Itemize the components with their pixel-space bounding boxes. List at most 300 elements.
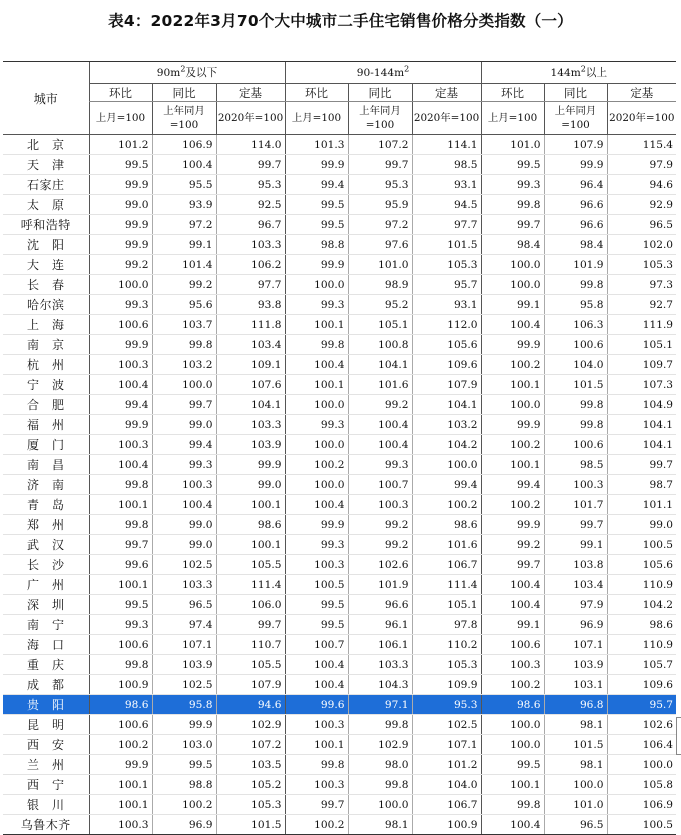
index-value: 101.0 xyxy=(481,135,544,155)
table-row xyxy=(3,435,676,455)
index-value: 100.4 xyxy=(348,435,412,455)
index-value: 107.3 xyxy=(607,375,676,395)
index-value: 101.5 xyxy=(544,735,607,755)
city-name: 青 岛 xyxy=(3,495,89,515)
index-value: 99.0 xyxy=(216,475,285,495)
index-value: 100.6 xyxy=(89,635,152,655)
table-row xyxy=(3,735,676,755)
sub-header: 定基 xyxy=(607,84,676,102)
index-value: 98.1 xyxy=(544,755,607,775)
index-value: 100.0 xyxy=(152,375,216,395)
index-value: 105.5 xyxy=(216,555,285,575)
index-value: 99.8 xyxy=(544,275,607,295)
index-value: 100.1 xyxy=(89,495,152,515)
index-value: 94.5 xyxy=(412,195,481,215)
index-value: 99.7 xyxy=(607,455,676,475)
index-value: 101.0 xyxy=(348,255,412,275)
index-value: 95.3 xyxy=(216,175,285,195)
table-row xyxy=(3,315,676,335)
index-value: 99.9 xyxy=(89,415,152,435)
city-name: 银 川 xyxy=(3,795,89,815)
index-value: 99.4 xyxy=(481,475,544,495)
index-value: 104.1 xyxy=(607,415,676,435)
index-value: 106.1 xyxy=(348,635,412,655)
index-value: 98.1 xyxy=(348,815,412,835)
table-row xyxy=(3,155,676,175)
city-name: 哈尔滨 xyxy=(3,295,89,315)
index-value: 99.7 xyxy=(481,215,544,235)
index-value: 100.0 xyxy=(481,255,544,275)
index-value: 101.5 xyxy=(412,235,481,255)
index-value: 98.4 xyxy=(481,235,544,255)
city-name: 沈 阳 xyxy=(3,235,89,255)
index-value: 104.9 xyxy=(607,395,676,415)
index-value: 102.6 xyxy=(607,715,676,735)
index-value: 101.5 xyxy=(544,375,607,395)
index-value: 97.4 xyxy=(152,615,216,635)
index-value: 99.4 xyxy=(285,175,348,195)
index-value: 100.6 xyxy=(89,315,152,335)
index-value: 99.2 xyxy=(348,515,412,535)
index-value: 109.1 xyxy=(216,355,285,375)
index-value: 99.9 xyxy=(285,515,348,535)
index-value: 100.4 xyxy=(481,815,544,835)
index-value: 100.4 xyxy=(89,455,152,475)
table-row xyxy=(3,615,676,635)
index-value: 101.7 xyxy=(544,495,607,515)
index-value: 100.3 xyxy=(481,655,544,675)
index-value: 99.4 xyxy=(152,435,216,455)
index-value: 95.8 xyxy=(544,295,607,315)
index-value: 100.2 xyxy=(89,735,152,755)
index-value: 98.0 xyxy=(348,755,412,775)
city-name: 南 京 xyxy=(3,335,89,355)
sub-header: 环比 xyxy=(481,84,544,102)
index-value: 100.4 xyxy=(481,575,544,595)
index-value: 100.0 xyxy=(285,475,348,495)
index-value: 99.8 xyxy=(544,395,607,415)
index-value: 98.4 xyxy=(544,235,607,255)
index-value: 101.9 xyxy=(348,575,412,595)
index-value: 93.8 xyxy=(216,295,285,315)
index-value: 99.9 xyxy=(89,335,152,355)
city-name: 太 原 xyxy=(3,195,89,215)
index-value: 107.1 xyxy=(152,635,216,655)
base-header: 上年同月=100 xyxy=(544,102,607,135)
index-value: 105.3 xyxy=(412,255,481,275)
index-value: 98.9 xyxy=(348,275,412,295)
index-value: 100.1 xyxy=(285,315,348,335)
index-value: 98.6 xyxy=(412,515,481,535)
index-value: 103.0 xyxy=(152,735,216,755)
table-row xyxy=(3,515,676,535)
index-value: 99.8 xyxy=(89,515,152,535)
index-value: 100.0 xyxy=(348,795,412,815)
city-name: 武 汉 xyxy=(3,535,89,555)
index-value: 99.7 xyxy=(216,615,285,635)
index-value: 99.7 xyxy=(152,395,216,415)
index-value: 100.7 xyxy=(348,475,412,495)
index-value: 107.1 xyxy=(544,635,607,655)
index-value: 114.1 xyxy=(412,135,481,155)
index-value: 106.3 xyxy=(544,315,607,335)
index-value: 99.7 xyxy=(348,155,412,175)
index-value: 98.6 xyxy=(216,515,285,535)
city-name: 昆 明 xyxy=(3,715,89,735)
base-header: 上月=100 xyxy=(285,102,348,135)
index-value: 103.2 xyxy=(152,355,216,375)
city-name: 海 口 xyxy=(3,635,89,655)
index-value: 100.3 xyxy=(544,475,607,495)
index-value: 103.3 xyxy=(152,575,216,595)
city-name: 长 沙 xyxy=(3,555,89,575)
index-value: 99.9 xyxy=(89,235,152,255)
index-value: 98.6 xyxy=(89,695,152,715)
side-bracket-mark xyxy=(676,717,681,755)
index-value: 99.3 xyxy=(285,535,348,555)
sub-header: 同比 xyxy=(544,84,607,102)
city-name: 杭 州 xyxy=(3,355,89,375)
index-value: 99.7 xyxy=(544,515,607,535)
index-value: 110.9 xyxy=(607,575,676,595)
table-row xyxy=(3,755,676,775)
index-value: 100.1 xyxy=(216,495,285,515)
base-header: 上月=100 xyxy=(89,102,152,135)
header-row-bases xyxy=(3,102,676,135)
index-value: 96.4 xyxy=(544,175,607,195)
index-value: 99.1 xyxy=(544,535,607,555)
index-value: 97.2 xyxy=(348,215,412,235)
index-value: 102.5 xyxy=(412,715,481,735)
table-row xyxy=(3,415,676,435)
index-value: 104.0 xyxy=(544,355,607,375)
table-row xyxy=(3,355,676,375)
index-value: 104.1 xyxy=(412,395,481,415)
index-value: 99.8 xyxy=(152,335,216,355)
index-value: 109.9 xyxy=(412,675,481,695)
index-value: 98.8 xyxy=(152,775,216,795)
index-value: 101.6 xyxy=(412,535,481,555)
index-value: 115.4 xyxy=(607,135,676,155)
index-value: 99.9 xyxy=(481,335,544,355)
index-value: 110.9 xyxy=(607,635,676,655)
index-value: 95.2 xyxy=(348,295,412,315)
index-value: 99.5 xyxy=(285,595,348,615)
index-value: 100.3 xyxy=(89,435,152,455)
table-row xyxy=(3,635,676,655)
index-value: 100.5 xyxy=(607,535,676,555)
index-value: 103.1 xyxy=(544,675,607,695)
index-value: 97.7 xyxy=(216,275,285,295)
city-name: 兰 州 xyxy=(3,755,89,775)
table-row xyxy=(3,395,676,415)
index-value: 109.6 xyxy=(607,675,676,695)
index-value: 100.2 xyxy=(285,815,348,835)
index-value: 103.9 xyxy=(544,655,607,675)
index-value: 99.5 xyxy=(285,215,348,235)
city-name: 深 圳 xyxy=(3,595,89,615)
table-row xyxy=(3,675,676,695)
index-value: 100.5 xyxy=(607,815,676,835)
index-value: 94.6 xyxy=(607,175,676,195)
index-value: 102.6 xyxy=(348,555,412,575)
index-value: 105.8 xyxy=(607,775,676,795)
index-value: 99.2 xyxy=(348,395,412,415)
index-value: 96.6 xyxy=(544,195,607,215)
index-value: 105.6 xyxy=(607,555,676,575)
index-value: 100.2 xyxy=(412,495,481,515)
index-value: 99.8 xyxy=(89,475,152,495)
index-value: 99.9 xyxy=(285,255,348,275)
index-value: 112.0 xyxy=(412,315,481,335)
index-value: 110.2 xyxy=(412,635,481,655)
city-name: 西 宁 xyxy=(3,775,89,795)
index-value: 100.3 xyxy=(348,495,412,515)
index-value: 99.5 xyxy=(481,755,544,775)
base-header: 2020年=100 xyxy=(607,102,676,135)
group-header: $144m^2$以上 xyxy=(481,62,676,84)
index-value: 99.4 xyxy=(412,475,481,495)
index-value: 100.9 xyxy=(412,815,481,835)
index-value: 102.9 xyxy=(216,715,285,735)
index-value: 106.2 xyxy=(216,255,285,275)
city-name: 南 昌 xyxy=(3,455,89,475)
index-value: 100.2 xyxy=(285,455,348,475)
index-value: 99.7 xyxy=(89,535,152,555)
index-value: 99.0 xyxy=(89,195,152,215)
index-value: 96.9 xyxy=(544,615,607,635)
table-row xyxy=(3,275,676,295)
index-value: 99.2 xyxy=(348,535,412,555)
index-value: 100.4 xyxy=(152,155,216,175)
price-index-table xyxy=(3,61,676,835)
sub-header: 定基 xyxy=(412,84,481,102)
index-value: 99.5 xyxy=(89,595,152,615)
index-value: 99.8 xyxy=(481,795,544,815)
index-value: 101.0 xyxy=(544,795,607,815)
index-value: 95.7 xyxy=(607,695,676,715)
index-value: 99.4 xyxy=(89,395,152,415)
index-value: 96.6 xyxy=(544,215,607,235)
index-value: 100.2 xyxy=(152,795,216,815)
city-name: 南 宁 xyxy=(3,615,89,635)
index-value: 99.0 xyxy=(607,515,676,535)
index-value: 107.2 xyxy=(348,135,412,155)
index-value: 95.8 xyxy=(152,695,216,715)
index-value: 97.8 xyxy=(412,615,481,635)
city-name: 大 连 xyxy=(3,255,89,275)
index-value: 98.5 xyxy=(544,455,607,475)
index-value: 107.2 xyxy=(216,735,285,755)
index-value: 96.6 xyxy=(348,595,412,615)
index-value: 99.8 xyxy=(348,775,412,795)
index-value: 100.0 xyxy=(481,715,544,735)
index-value: 99.5 xyxy=(89,155,152,175)
index-value: 100.2 xyxy=(481,675,544,695)
index-value: 99.3 xyxy=(152,455,216,475)
index-value: 99.7 xyxy=(216,155,285,175)
index-value: 100.0 xyxy=(544,775,607,795)
index-value: 106.9 xyxy=(152,135,216,155)
index-value: 102.9 xyxy=(348,735,412,755)
table-row xyxy=(3,495,676,515)
table-row xyxy=(3,655,676,675)
index-value: 100.1 xyxy=(481,775,544,795)
index-value: 100.4 xyxy=(481,595,544,615)
index-value: 99.8 xyxy=(89,655,152,675)
index-value: 100.1 xyxy=(216,535,285,555)
index-value: 104.1 xyxy=(607,435,676,455)
base-header: 2020年=100 xyxy=(216,102,285,135)
header-row-groups xyxy=(3,62,676,84)
index-value: 99.0 xyxy=(152,415,216,435)
table-row xyxy=(3,255,676,275)
index-value: 99.0 xyxy=(152,535,216,555)
index-value: 99.5 xyxy=(152,755,216,775)
index-value: 105.2 xyxy=(216,775,285,795)
index-value: 100.2 xyxy=(481,495,544,515)
index-value: 99.8 xyxy=(481,195,544,215)
index-value: 99.8 xyxy=(348,715,412,735)
index-value: 96.8 xyxy=(544,695,607,715)
table-row xyxy=(3,235,676,255)
index-value: 100.2 xyxy=(481,355,544,375)
index-value: 92.5 xyxy=(216,195,285,215)
index-value: 99.9 xyxy=(216,455,285,475)
index-value: 101.4 xyxy=(152,255,216,275)
index-value: 96.9 xyxy=(152,815,216,835)
index-value: 103.3 xyxy=(216,235,285,255)
index-value: 99.7 xyxy=(481,555,544,575)
index-value: 100.3 xyxy=(285,775,348,795)
city-name: 西 安 xyxy=(3,735,89,755)
index-value: 100.4 xyxy=(285,675,348,695)
index-value: 100.3 xyxy=(285,715,348,735)
index-value: 100.8 xyxy=(348,335,412,355)
index-value: 93.1 xyxy=(412,295,481,315)
index-value: 100.7 xyxy=(285,635,348,655)
index-value: 97.2 xyxy=(152,215,216,235)
index-value: 96.7 xyxy=(216,215,285,235)
index-value: 100.3 xyxy=(89,355,152,375)
table-row xyxy=(3,195,676,215)
index-value: 105.7 xyxy=(607,655,676,675)
index-value: 99.5 xyxy=(285,615,348,635)
table-row xyxy=(3,295,676,315)
index-value: 103.4 xyxy=(544,575,607,595)
index-value: 100.0 xyxy=(481,735,544,755)
index-value: 104.2 xyxy=(607,595,676,615)
group-header: $90m^2$及以下 xyxy=(89,62,285,84)
index-value: 105.5 xyxy=(216,655,285,675)
index-value: 107.9 xyxy=(544,135,607,155)
index-value: 99.5 xyxy=(285,195,348,215)
index-value: 103.5 xyxy=(216,755,285,775)
table-row xyxy=(3,535,676,555)
index-value: 94.6 xyxy=(216,695,285,715)
index-value: 105.1 xyxy=(348,315,412,335)
index-value: 103.3 xyxy=(348,655,412,675)
index-value: 100.6 xyxy=(89,715,152,735)
index-value: 101.6 xyxy=(348,375,412,395)
index-value: 100.0 xyxy=(285,435,348,455)
index-value: 100.4 xyxy=(285,655,348,675)
index-value: 97.1 xyxy=(348,695,412,715)
index-value: 104.1 xyxy=(348,355,412,375)
city-name: 福 州 xyxy=(3,415,89,435)
index-value: 95.7 xyxy=(412,275,481,295)
index-value: 100.1 xyxy=(89,775,152,795)
index-value: 100.0 xyxy=(89,275,152,295)
index-value: 100.3 xyxy=(152,475,216,495)
table-title: 表4：2022年3月70个大中城市二手住宅销售价格分类指数（一） xyxy=(108,12,573,30)
index-value: 97.9 xyxy=(607,155,676,175)
index-value: 100.4 xyxy=(152,495,216,515)
index-value: 99.8 xyxy=(544,415,607,435)
table-row xyxy=(3,335,676,355)
index-value: 96.1 xyxy=(348,615,412,635)
index-value: 93.9 xyxy=(152,195,216,215)
index-value: 98.6 xyxy=(607,615,676,635)
index-value: 95.9 xyxy=(348,195,412,215)
index-value: 98.7 xyxy=(607,475,676,495)
index-value: 99.9 xyxy=(89,215,152,235)
index-value: 100.1 xyxy=(285,375,348,395)
index-value: 96.5 xyxy=(607,215,676,235)
index-value: 99.9 xyxy=(285,155,348,175)
index-value: 105.3 xyxy=(607,255,676,275)
sub-header: 同比 xyxy=(152,84,216,102)
city-name: 北 京 xyxy=(3,135,89,155)
index-value: 103.3 xyxy=(216,415,285,435)
index-value: 99.1 xyxy=(152,235,216,255)
table-row xyxy=(3,455,676,475)
index-value: 99.9 xyxy=(89,175,152,195)
index-value: 99.2 xyxy=(481,535,544,555)
index-value: 99.9 xyxy=(544,155,607,175)
city-name: 郑 州 xyxy=(3,515,89,535)
index-value: 100.4 xyxy=(348,415,412,435)
index-value: 103.8 xyxy=(544,555,607,575)
index-value: 99.9 xyxy=(89,755,152,775)
index-value: 92.7 xyxy=(607,295,676,315)
table-row xyxy=(3,595,676,615)
index-value: 100.3 xyxy=(285,555,348,575)
index-value: 105.1 xyxy=(412,595,481,615)
base-header: 2020年=100 xyxy=(412,102,481,135)
index-value: 100.6 xyxy=(544,435,607,455)
index-value: 99.5 xyxy=(481,155,544,175)
index-value: 98.1 xyxy=(544,715,607,735)
index-value: 101.3 xyxy=(285,135,348,155)
index-value: 99.3 xyxy=(89,615,152,635)
index-value: 99.3 xyxy=(89,295,152,315)
index-value: 100.3 xyxy=(89,815,152,835)
group-header: $90-144m^2$ xyxy=(285,62,481,84)
index-value: 97.3 xyxy=(607,275,676,295)
index-value: 107.1 xyxy=(412,735,481,755)
index-value: 95.6 xyxy=(152,295,216,315)
index-value: 95.3 xyxy=(348,175,412,195)
table-row xyxy=(3,175,676,195)
table-body xyxy=(3,135,676,835)
index-value: 100.1 xyxy=(481,375,544,395)
table-row xyxy=(3,375,676,395)
index-value: 100.0 xyxy=(607,755,676,775)
index-value: 100.6 xyxy=(481,635,544,655)
index-value: 103.4 xyxy=(216,335,285,355)
table-row xyxy=(3,695,676,715)
